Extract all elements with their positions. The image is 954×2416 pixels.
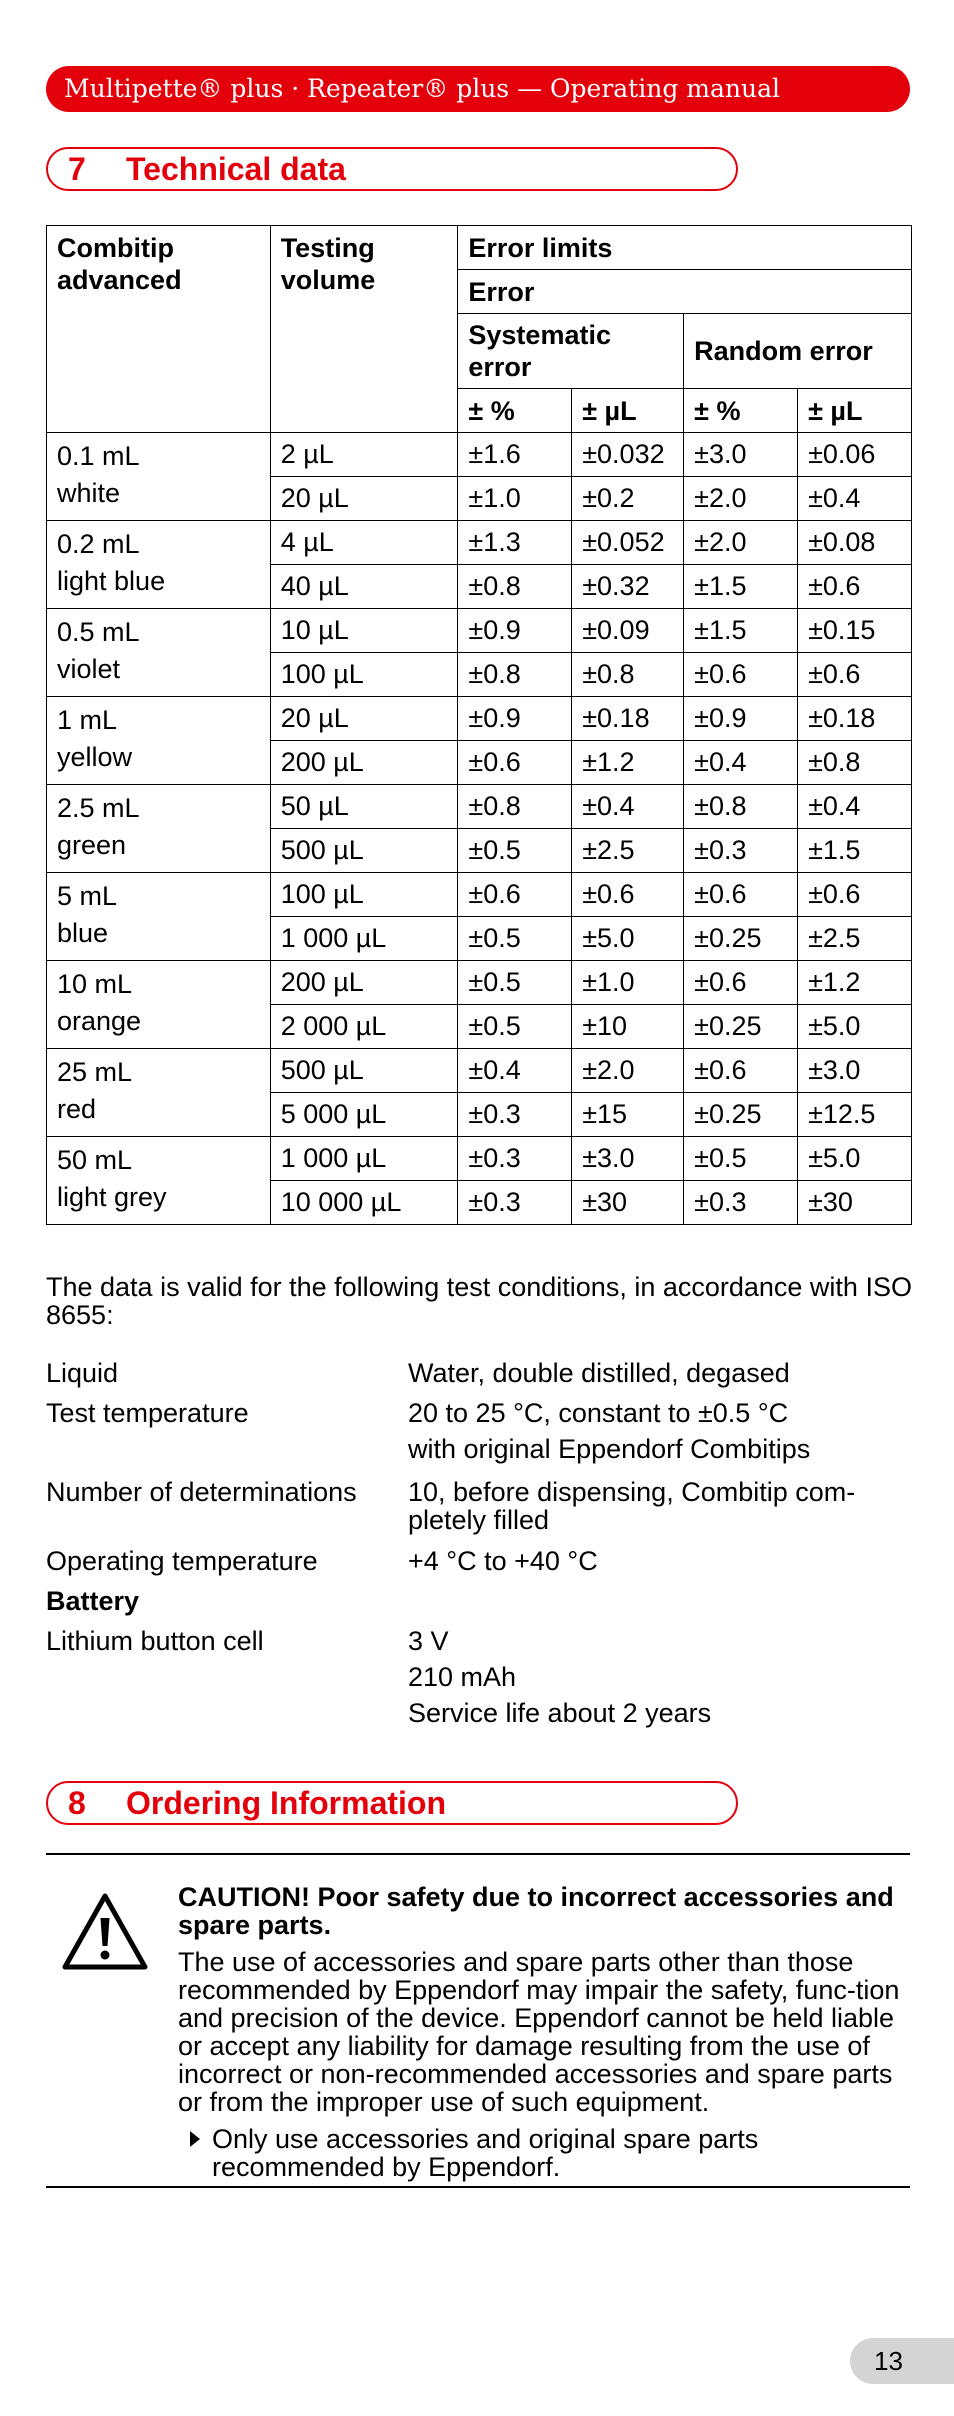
table-row bbox=[47, 521, 912, 565]
systematic-error-percent: ±0.3 bbox=[458, 1181, 572, 1225]
systematic-error-ul: ±0.18 bbox=[572, 697, 684, 741]
combitip-color: white bbox=[57, 478, 121, 508]
random-error-ul: ±0.4 bbox=[798, 785, 912, 829]
caution-body: The use of accessories and spare parts other than those recommended by Eppendorf may impair the safety, func-tion and precision of the device. Eppendorf cannot be held liable or accept any liability for damage resulting from the use of incorrect or non-recommended accessories and spare parts or from the improper use of such equipment. bbox=[178, 1947, 900, 2117]
header-testing-volume: Testing volume bbox=[270, 226, 458, 433]
combitip-color: green bbox=[57, 830, 127, 860]
combitip-size-cell bbox=[47, 433, 271, 521]
random-error-ul: ±0.18 bbox=[798, 697, 912, 741]
table-row bbox=[47, 873, 912, 917]
random-error-ul: ±12.5 bbox=[798, 1093, 912, 1137]
random-error-ul: ±30 bbox=[798, 1181, 912, 1225]
spec-value: 210 mAh bbox=[408, 1662, 517, 1692]
header-unit-microliter: ± µL bbox=[798, 389, 912, 433]
section-title: Technical data bbox=[126, 151, 346, 187]
random-error-percent: ±0.25 bbox=[684, 917, 798, 961]
random-error-percent: ±0.4 bbox=[684, 741, 798, 785]
systematic-error-percent: ±0.9 bbox=[458, 609, 572, 653]
testing-volume: 50 µL bbox=[270, 785, 458, 829]
random-error-percent: ±0.9 bbox=[684, 697, 798, 741]
systematic-error-percent: ±0.3 bbox=[458, 1093, 572, 1137]
random-error-percent: ±0.6 bbox=[684, 1049, 798, 1093]
technical-data-table bbox=[46, 225, 912, 1225]
random-error-ul: ±1.5 bbox=[798, 829, 912, 873]
testing-volume: 40 µL bbox=[270, 565, 458, 609]
random-error-percent: ±0.5 bbox=[684, 1137, 798, 1181]
header-unit-percent: ± % bbox=[458, 389, 572, 433]
systematic-error-percent: ±0.8 bbox=[458, 565, 572, 609]
spec-value: 20 to 25 °C, constant to ±0.5 °C bbox=[408, 1398, 789, 1428]
spec-value: 10, before dispensing, Combitip com-pletely filled bbox=[408, 1477, 856, 1535]
testing-volume: 10 µL bbox=[270, 609, 458, 653]
spec-value: 3 V bbox=[408, 1626, 449, 1656]
random-error-ul: ±0.8 bbox=[798, 741, 912, 785]
spec-value: +4 °C to +40 °C bbox=[408, 1546, 598, 1576]
combitip-size: 50 mL bbox=[57, 1145, 133, 1175]
table-body bbox=[47, 433, 912, 1225]
combitip-color: light grey bbox=[57, 1182, 167, 1212]
systematic-error-percent: ±0.5 bbox=[458, 1005, 572, 1049]
systematic-error-percent: ±0.3 bbox=[458, 1137, 572, 1181]
section-number: 7 bbox=[68, 151, 86, 187]
random-error-percent: ±0.3 bbox=[684, 1181, 798, 1225]
testing-volume: 1 000 µL bbox=[270, 1137, 458, 1181]
systematic-error-ul: ±0.32 bbox=[572, 565, 684, 609]
testing-volume: 100 µL bbox=[270, 653, 458, 697]
testing-volume: 500 µL bbox=[270, 829, 458, 873]
combitip-size: 10 mL bbox=[57, 969, 133, 999]
systematic-error-ul: ±1.2 bbox=[572, 741, 684, 785]
random-error-percent: ±0.25 bbox=[684, 1093, 798, 1137]
combitip-size-cell bbox=[47, 1137, 271, 1225]
combitip-color: blue bbox=[57, 918, 109, 948]
random-error-ul: ±2.5 bbox=[798, 917, 912, 961]
systematic-error-ul: ±3.0 bbox=[572, 1137, 684, 1181]
systematic-error-ul: ±1.0 bbox=[572, 961, 684, 1005]
systematic-error-percent: ±0.4 bbox=[458, 1049, 572, 1093]
systematic-error-ul: ±0.4 bbox=[572, 785, 684, 829]
combitip-size: 0.1 mL bbox=[57, 441, 140, 471]
combitip-size: 25 mL bbox=[57, 1057, 133, 1087]
spec-value: Service life about 2 years bbox=[408, 1698, 712, 1728]
table-row bbox=[47, 1049, 912, 1093]
systematic-error-percent: ±0.6 bbox=[458, 741, 572, 785]
random-error-percent: ±0.25 bbox=[684, 1005, 798, 1049]
warning-triangle-icon bbox=[62, 1893, 148, 1971]
testing-volume: 2 µL bbox=[270, 433, 458, 477]
systematic-error-ul: ±0.8 bbox=[572, 653, 684, 697]
combitip-size-cell bbox=[47, 1049, 271, 1137]
section-heading-ordering-information bbox=[46, 1781, 738, 1825]
testing-volume: 500 µL bbox=[270, 1049, 458, 1093]
systematic-error-percent: ±0.6 bbox=[458, 873, 572, 917]
random-error-percent: ±0.8 bbox=[684, 785, 798, 829]
random-error-ul: ±5.0 bbox=[798, 1137, 912, 1181]
random-error-percent: ±1.5 bbox=[684, 565, 798, 609]
testing-volume: 2 000 µL bbox=[270, 1005, 458, 1049]
systematic-error-percent: ±0.5 bbox=[458, 829, 572, 873]
caution-title: CAUTION! Poor safety due to incorrect accessories and spare parts. bbox=[178, 1882, 894, 1940]
systematic-error-ul: ±0.032 bbox=[572, 433, 684, 477]
systematic-error-percent: ±0.8 bbox=[458, 653, 572, 697]
random-error-percent: ±0.3 bbox=[684, 829, 798, 873]
systematic-error-ul: ±10 bbox=[572, 1005, 684, 1049]
systematic-error-ul: ±0.2 bbox=[572, 477, 684, 521]
header-error-limits: Error limits bbox=[458, 226, 912, 270]
testing-volume: 200 µL bbox=[270, 961, 458, 1005]
random-error-ul: ±0.6 bbox=[798, 873, 912, 917]
random-error-percent: ±0.6 bbox=[684, 961, 798, 1005]
spec-label: Number of determinations bbox=[46, 1477, 357, 1507]
systematic-error-percent: ±0.8 bbox=[458, 785, 572, 829]
random-error-percent: ±1.5 bbox=[684, 609, 798, 653]
spec-value-group bbox=[408, 1474, 878, 1534]
random-error-percent: ±0.6 bbox=[684, 873, 798, 917]
combitip-size-cell bbox=[47, 961, 271, 1049]
header-error: Error bbox=[458, 270, 912, 314]
combitip-size: 5 mL bbox=[57, 881, 118, 911]
combitip-size-cell bbox=[47, 521, 271, 609]
section-heading-technical-data bbox=[46, 147, 738, 191]
combitip-size-cell bbox=[47, 873, 271, 961]
caution-bullet-text: Only use accessories and original spare parts recommended by Eppendorf. bbox=[212, 2124, 759, 2182]
testing-volume: 20 µL bbox=[270, 477, 458, 521]
combitip-color: light blue bbox=[57, 566, 166, 596]
caution-bullet bbox=[178, 2125, 908, 2181]
combitip-size: 1 mL bbox=[57, 705, 118, 735]
systematic-error-ul: ±5.0 bbox=[572, 917, 684, 961]
systematic-error-ul: ±0.6 bbox=[572, 873, 684, 917]
combitip-color: red bbox=[57, 1094, 97, 1124]
systematic-error-percent: ±0.5 bbox=[458, 917, 572, 961]
random-error-ul: ±0.06 bbox=[798, 433, 912, 477]
test-conditions-intro: The data is valid for the following test conditions, in accordance with ISO 8655: bbox=[46, 1272, 912, 1330]
random-error-ul: ±1.2 bbox=[798, 961, 912, 1005]
caution-top-divider bbox=[46, 1853, 910, 1855]
table-row bbox=[47, 785, 912, 829]
header-combitip: Combitip advanced bbox=[47, 226, 271, 433]
systematic-error-ul: ±2.0 bbox=[572, 1049, 684, 1093]
header-random-error: Random error bbox=[684, 314, 912, 389]
spec-value-group bbox=[408, 1395, 928, 1467]
testing-volume: 200 µL bbox=[270, 741, 458, 785]
header-unit-percent: ± % bbox=[684, 389, 798, 433]
spec-label: Operating temperature bbox=[46, 1546, 318, 1576]
combitip-size-cell bbox=[47, 785, 271, 873]
systematic-error-ul: ±0.052 bbox=[572, 521, 684, 565]
table-row bbox=[47, 697, 912, 741]
combitip-size: 2.5 mL bbox=[57, 793, 140, 823]
section-title: Ordering Information bbox=[126, 1785, 446, 1821]
systematic-error-percent: ±1.0 bbox=[458, 477, 572, 521]
table-row bbox=[47, 433, 912, 477]
caution-bottom-divider bbox=[46, 2186, 910, 2188]
spec-label: Test temperature bbox=[46, 1398, 249, 1428]
systematic-error-percent: ±1.3 bbox=[458, 521, 572, 565]
random-error-ul: ±0.15 bbox=[798, 609, 912, 653]
spec-label: Lithium button cell bbox=[46, 1626, 264, 1656]
table-row bbox=[47, 609, 912, 653]
combitip-size-cell bbox=[47, 697, 271, 785]
random-error-ul: ±5.0 bbox=[798, 1005, 912, 1049]
testing-volume: 4 µL bbox=[270, 521, 458, 565]
manual-header-banner: Multipette® plus · Repeater® plus — Operating manual bbox=[46, 66, 910, 112]
combitip-color: violet bbox=[57, 654, 121, 684]
random-error-percent: ±2.0 bbox=[684, 477, 798, 521]
page-number: 13 bbox=[850, 2338, 954, 2384]
systematic-error-percent: ±1.6 bbox=[458, 433, 572, 477]
combitip-size: 0.2 mL bbox=[57, 529, 140, 559]
random-error-ul: ±0.08 bbox=[798, 521, 912, 565]
header-systematic-error: Systematic error bbox=[458, 314, 684, 389]
systematic-error-ul: ±2.5 bbox=[572, 829, 684, 873]
random-error-percent: ±0.6 bbox=[684, 653, 798, 697]
testing-volume: 5 000 µL bbox=[270, 1093, 458, 1137]
systematic-error-ul: ±30 bbox=[572, 1181, 684, 1225]
systematic-error-percent: ±0.9 bbox=[458, 697, 572, 741]
spec-value: Water, double distilled, degased bbox=[408, 1358, 790, 1388]
random-error-ul: ±0.6 bbox=[798, 565, 912, 609]
systematic-error-ul: ±0.09 bbox=[572, 609, 684, 653]
spec-value: with original Eppendorf Combitips bbox=[408, 1434, 811, 1464]
random-error-ul: ±3.0 bbox=[798, 1049, 912, 1093]
random-error-percent: ±3.0 bbox=[684, 433, 798, 477]
bullet-arrow-icon bbox=[188, 2129, 202, 2149]
spec-value-group bbox=[408, 1623, 928, 1731]
section-number: 8 bbox=[68, 1785, 86, 1821]
systematic-error-percent: ±0.5 bbox=[458, 961, 572, 1005]
combitip-size: 0.5 mL bbox=[57, 617, 140, 647]
testing-volume: 10 000 µL bbox=[270, 1181, 458, 1225]
table-row bbox=[47, 961, 912, 1005]
battery-heading: Battery bbox=[46, 1586, 140, 1616]
testing-volume: 1 000 µL bbox=[270, 917, 458, 961]
spec-label: Liquid bbox=[46, 1358, 119, 1388]
combitip-color: yellow bbox=[57, 742, 133, 772]
random-error-ul: ±0.4 bbox=[798, 477, 912, 521]
combitip-size-cell bbox=[47, 609, 271, 697]
combitip-color: orange bbox=[57, 1006, 142, 1036]
header-unit-microliter: ± µL bbox=[572, 389, 684, 433]
testing-volume: 20 µL bbox=[270, 697, 458, 741]
testing-volume: 100 µL bbox=[270, 873, 458, 917]
table-row bbox=[47, 1137, 912, 1181]
random-error-percent: ±2.0 bbox=[684, 521, 798, 565]
systematic-error-ul: ±15 bbox=[572, 1093, 684, 1137]
random-error-ul: ±0.6 bbox=[798, 653, 912, 697]
